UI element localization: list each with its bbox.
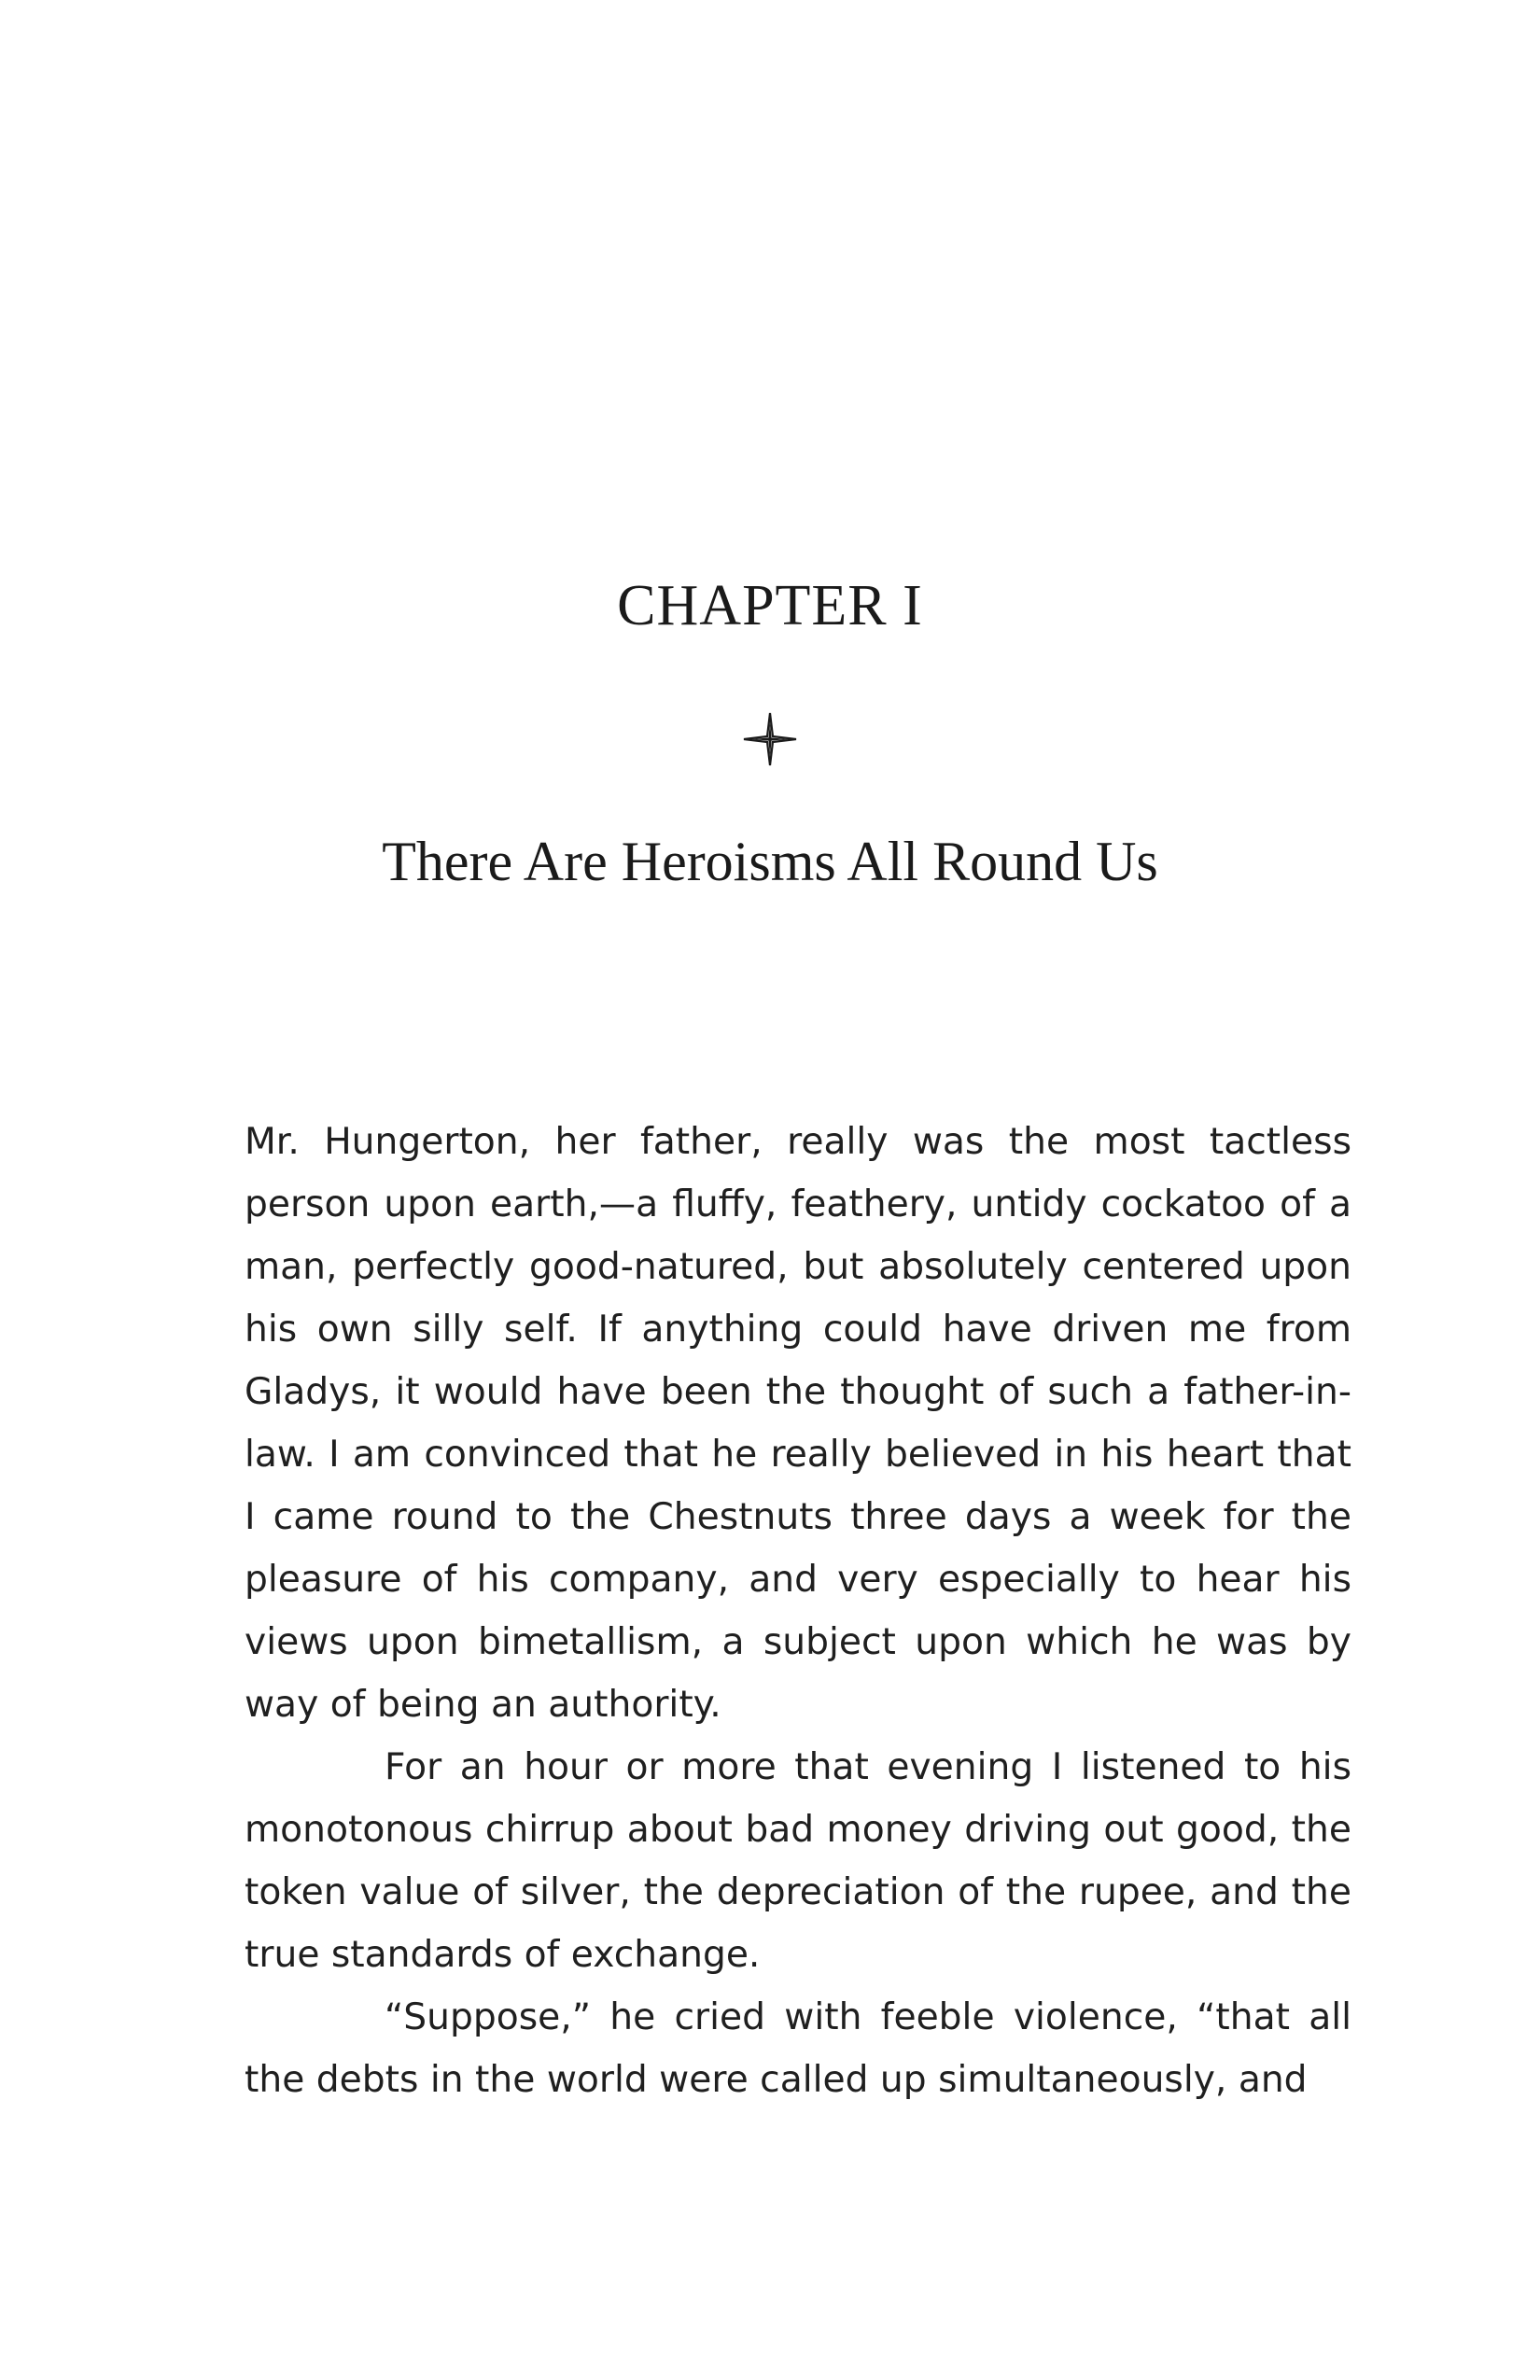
chapter-title: There Are Heroisms All Round Us (382, 831, 1158, 892)
paragraph-2: For an hour or more that evening I listened to his monotonous chirrup about bad money driving out good, the token value of silver, the depreciation of the rupee, and the true standards of exchange. (245, 1746, 1351, 1976)
star-ornament-icon (742, 711, 798, 767)
paragraph-1: Mr. Hungerton, her father, really was the most tactless person upon earth,—a fluffy, feathery, untidy cockatoo of a man, perfectly good-natured, but absolutely centered upon his own silly self. If anything could have driven me from Gladys, it would have been the thought of such a father-in-law. I am convinced that he really believed in his heart that I came round to the Chestnuts three days a week for the pleasure of his company, and very especially to hear his views upon bimetallism, a subject upon which he was by way of being an authority. (245, 1121, 1351, 1726)
chapter-body (245, 1111, 1351, 2111)
chapter-heading: CHAPTER I (617, 574, 923, 637)
paragraph-3: “Suppose,” he cried with feeble violence, “that all the debts in the world were called up simultaneously, and (245, 1996, 1351, 2101)
